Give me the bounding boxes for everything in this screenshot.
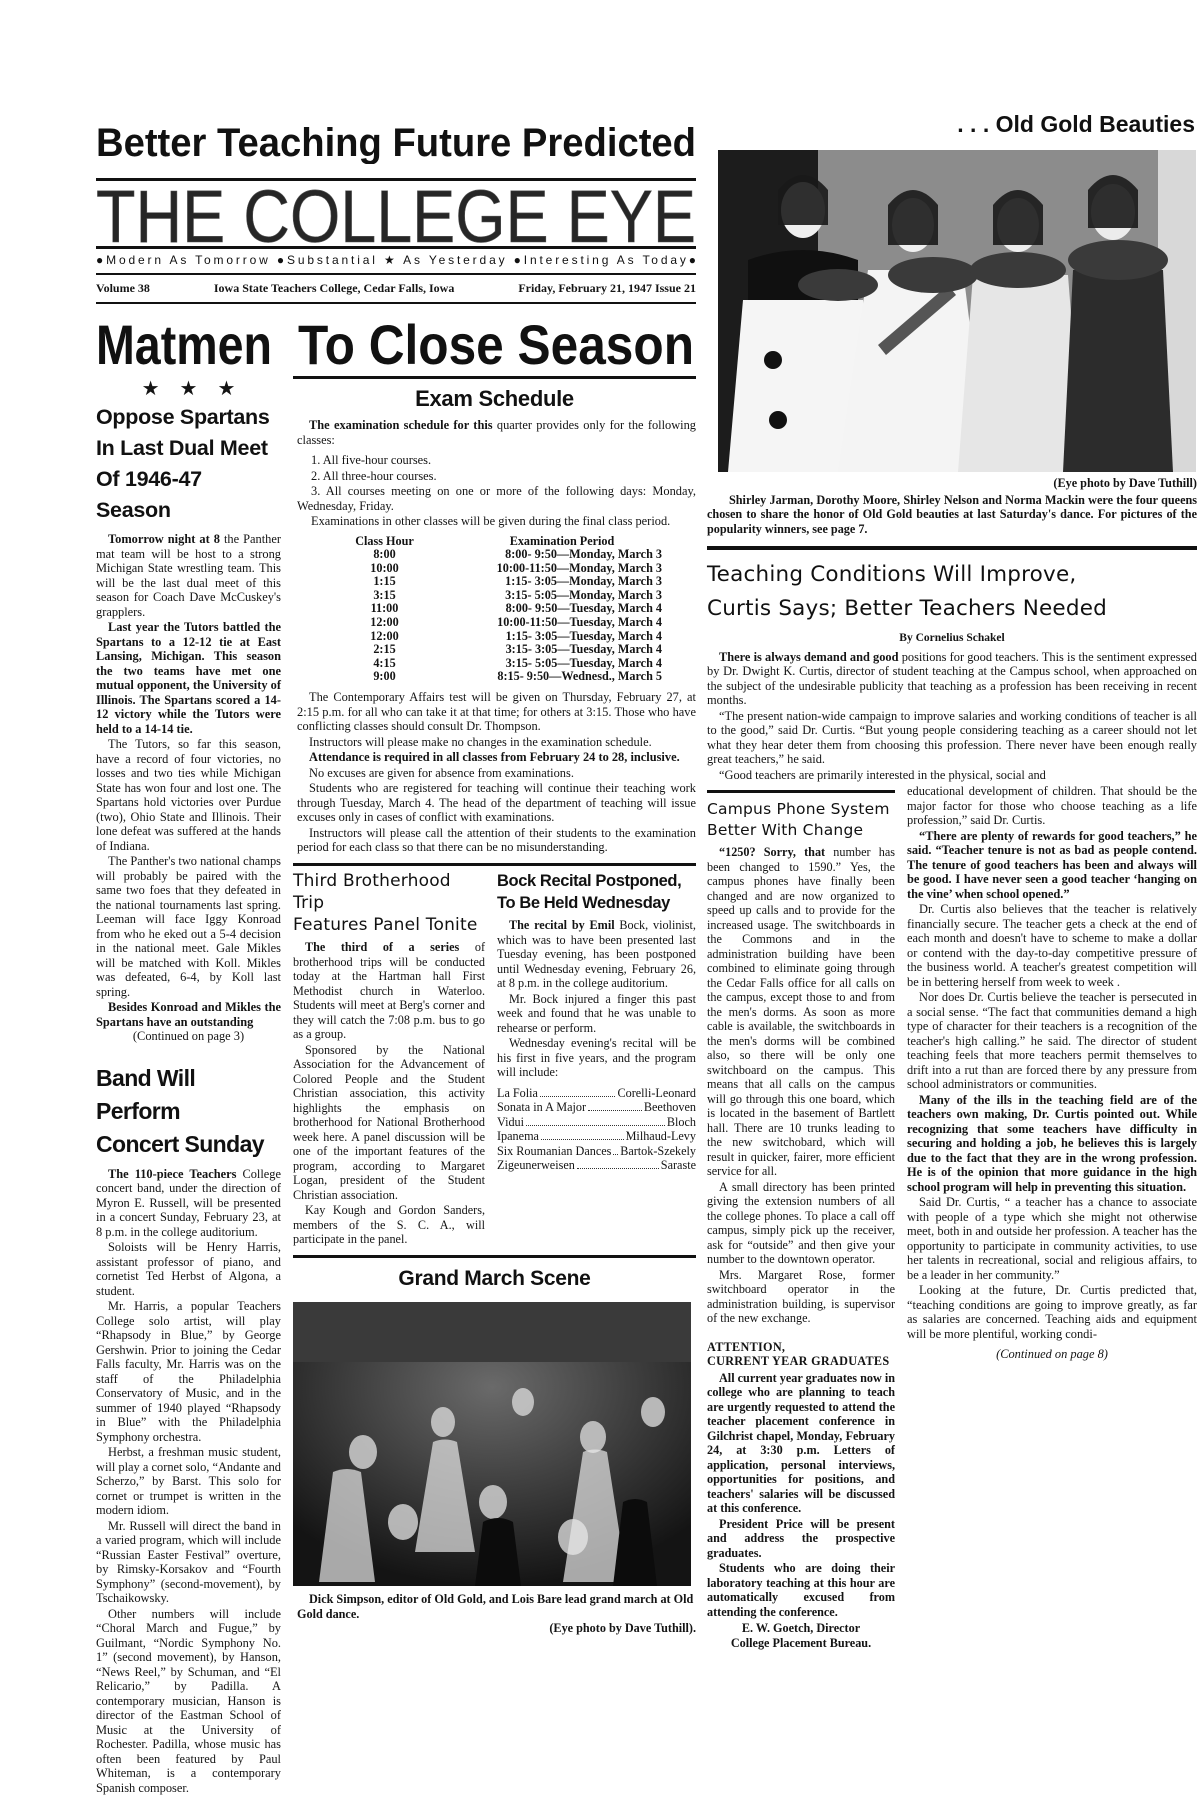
composer: Corelli-Leonard bbox=[617, 1086, 696, 1101]
paragraph bbox=[297, 469, 696, 484]
exam-heading: Exam Schedule bbox=[293, 384, 696, 414]
paragraph bbox=[297, 514, 696, 529]
teaching-column-body bbox=[907, 784, 1197, 1341]
grand-march-caption bbox=[293, 1592, 696, 1636]
paragraph-text: Mr. Harris, a popular Teachers College solo artist, will play “Rhapsody in Blue,” by George Gershwin. Prior to joining the Cedar Falls faculty, Mr. Harris was on the staff of the Philadelphia Conservatory of Music, and in the summer of 1940 played “Rhapsody in Blue” with the Philadelphia Symphony orchestra. bbox=[96, 1299, 281, 1444]
bock-body-wrap bbox=[497, 918, 696, 1173]
program-item bbox=[497, 1158, 696, 1173]
paragraph bbox=[297, 690, 696, 734]
paragraph-text: College concert band, under the direction of Myron E. Russell, will be presented in a concert Sunday, February 23, at 8 p.m. in the college auditorium. bbox=[96, 1167, 281, 1239]
heading-line: Oppose Spartans bbox=[96, 402, 281, 433]
exam-list bbox=[297, 453, 696, 529]
teaching-article-body bbox=[707, 650, 1197, 783]
old-gold-beauties-photo bbox=[718, 150, 1196, 472]
heading-line: Bock Recital Postponed, bbox=[497, 870, 696, 892]
attention-heading bbox=[707, 1340, 895, 1369]
paragraph-text: educational development of children. That should be the major factor for those who choose teaching as a life profession,” said Dr. Curtis. bbox=[907, 784, 1197, 827]
program-item bbox=[497, 1115, 696, 1130]
table-row bbox=[337, 657, 662, 671]
paragraph-text: The Panther's two national champs will probably be paired with the same two foes that they defeated in the national tournaments last spring. Leeman will face Iggy Konroad from who he eked out a 5-4 decision in the national meet. Gale Mikles will be matched with Koll. Mikles was defeated, 6-4, by Koll last spring. bbox=[96, 854, 281, 999]
paragraph bbox=[707, 709, 1197, 767]
volume-number: Volume 38 bbox=[96, 280, 150, 296]
paragraph bbox=[907, 784, 1197, 828]
band-article-body bbox=[96, 1167, 281, 1795]
piece-title: Vidui bbox=[497, 1115, 524, 1130]
caption-text: Dick Simpson, editor of Old Gold, and Lois Bare lead grand march at Old Gold dance. bbox=[297, 1592, 696, 1621]
photo-credit: (Eye photo by Dave Tuthill) bbox=[707, 476, 1197, 491]
date-issue: Friday, February 21, 1947 Issue 21 bbox=[518, 280, 696, 296]
heading-line: To Be Held Wednesday bbox=[497, 892, 696, 914]
teaching-heading bbox=[707, 558, 1197, 626]
paragraph bbox=[293, 940, 485, 1042]
paragraph bbox=[297, 781, 696, 825]
lead-in: Besides Konroad and Mikles the Spartans have an outstanding bbox=[96, 1000, 281, 1029]
paragraph-text: 2. All three-hour courses. bbox=[311, 469, 437, 483]
class-hour: 1:15 bbox=[337, 575, 462, 589]
composer: Saraste bbox=[661, 1158, 696, 1173]
class-hour: 12:00 bbox=[337, 630, 462, 644]
paragraph bbox=[907, 1093, 1197, 1195]
slogan-text: ●Modern As Tomorrow ●Substantial ★ As Yesterday ●Interesting As Today● bbox=[96, 253, 696, 267]
bock-body bbox=[497, 918, 696, 1080]
paragraph bbox=[297, 766, 696, 781]
dot-leader bbox=[613, 1154, 618, 1155]
table-row bbox=[337, 575, 662, 589]
lead-in: Tomorrow night at 8 bbox=[108, 532, 220, 546]
paragraph bbox=[96, 1240, 281, 1298]
rule bbox=[293, 863, 696, 867]
beauties-caption: Shirley Jarman, Dorothy Moore, Shirley Nelson and Norma Mackin were the four queens chosen to share the honor of Old Gold beauties at last Saturday's dance. For pictures of the popularity winners, see page 7. bbox=[707, 493, 1197, 537]
dot-leader bbox=[588, 1110, 642, 1111]
lead-in: The 110-piece Teachers bbox=[108, 1167, 236, 1181]
paragraph bbox=[96, 854, 281, 999]
table-row bbox=[337, 643, 662, 657]
left-column bbox=[96, 378, 281, 1795]
bock-heading bbox=[497, 870, 696, 914]
phone-article-body bbox=[707, 845, 895, 1326]
class-hour: 4:15 bbox=[337, 657, 462, 671]
exam-period: 1:15- 3:05—Tuesday, March 4 bbox=[462, 630, 662, 644]
lead-in: “1250? Sorry, that bbox=[719, 845, 825, 859]
rule bbox=[96, 302, 696, 304]
paragraph bbox=[907, 902, 1197, 989]
right-left-subcolumn bbox=[707, 784, 895, 1650]
paragraph bbox=[96, 532, 281, 619]
paragraph bbox=[707, 1371, 895, 1516]
paragraph-text: Mr. Bock injured a finger this past week and found that he was unable to rehearse or perform. bbox=[497, 992, 696, 1035]
crowd-image bbox=[293, 1302, 691, 1586]
piece-title: La Folia bbox=[497, 1086, 538, 1101]
heading-line: Better With Change bbox=[707, 820, 895, 841]
paragraph-text: Students who are registered for teaching will continue their teaching work through Tuesday, March 4. The head of the department of teaching will issue excuses only in cases of conflict with examinations. bbox=[297, 781, 696, 824]
table-row bbox=[337, 589, 662, 603]
lead-in: The recital by Emil bbox=[509, 918, 615, 932]
rule bbox=[707, 790, 895, 793]
paragraph-text: Dr. Curtis also believes that the teacher is relatively financially secure. The teacher gets a check at the end of each month and doesn't have to scheme to make a dollar or contend with the day-to-day competitive pressure of the business world. A teacher's greatest competition will be in bettering herself from week to week . bbox=[907, 902, 1197, 989]
continued-link[interactable]: (Continued on page 3) bbox=[96, 1029, 281, 1044]
banner-headline bbox=[94, 310, 700, 372]
paragraph-text: “Good teachers are primarily interested in the physical, social and bbox=[719, 768, 1046, 782]
paragraph bbox=[297, 453, 696, 468]
rule bbox=[96, 273, 696, 275]
exam-period: 10:00-11:50—Monday, March 3 bbox=[462, 562, 662, 576]
band-heading bbox=[96, 1062, 281, 1161]
exam-period: 8:00- 9:50—Monday, March 3 bbox=[462, 548, 662, 562]
center-column bbox=[293, 384, 696, 1636]
paragraph-text: Mrs. Margaret Rose, former switchboard operator in the administration building, is supervisor of the new exchange. bbox=[707, 1268, 895, 1326]
class-hour: 9:00 bbox=[337, 670, 462, 684]
paragraph bbox=[96, 1000, 281, 1029]
paragraph bbox=[707, 768, 1197, 783]
paragraph bbox=[707, 1561, 895, 1619]
top-headline-text: Better Teaching Future Predicted bbox=[96, 121, 696, 164]
paragraph bbox=[96, 620, 281, 736]
masthead bbox=[94, 182, 700, 246]
paragraph bbox=[707, 1268, 895, 1326]
masthead-slogan bbox=[94, 249, 700, 269]
paragraph-text: Examinations in other classes will be given during the final class period. bbox=[311, 514, 670, 528]
class-hour: 3:15 bbox=[337, 589, 462, 603]
paragraph-text: Nor does Dr. Curtis believe the teacher is persecuted in a social sense. “The fact that communities demand a high type of character for their teachers is a recognition of the teacher's high calling.” he said. The director of student teaching feels that more teachers permit themselves to drift into a rut than are forced there by any pressure from school administrators or communities. bbox=[907, 990, 1197, 1091]
exam-period: 1:15- 3:05—Monday, March 3 bbox=[462, 575, 662, 589]
paragraph bbox=[497, 992, 696, 1036]
beauties-heading bbox=[707, 104, 1197, 140]
teaching-column bbox=[907, 784, 1197, 1362]
paragraph bbox=[96, 1299, 281, 1444]
paragraph-text: Soloists will be Henry Harris, assistant professor of piano, and cornetist Ted Herbst of Algona, a student. bbox=[96, 1240, 281, 1298]
heading-line: CURRENT YEAR GRADUATES bbox=[707, 1354, 895, 1369]
rule bbox=[293, 1255, 696, 1259]
bock-article bbox=[497, 870, 696, 1173]
paragraph-text: Looking at the future, Dr. Curtis predicted that, “teaching conditions are going to improve greatly, as far as salaries are concerned. Teaching aids and equipment will be more plentiful, working condi- bbox=[907, 1283, 1197, 1341]
lead-in: Last year the Tutors battled the Spartans to a 12-12 tie at East Lansing, Michigan. This season the two teams have met one mutual opponent, the University of Illinois. The Spartans scored a 14-12 victory while the Tutors were held to a 14-14 tie. bbox=[96, 620, 281, 736]
photo-credit: (Eye photo by Dave Tuthill). bbox=[297, 1621, 696, 1636]
program-item bbox=[497, 1144, 696, 1159]
paragraph-text: number has been changed to 1590.” Yes, the campus phones have finally been changed and are now organized to speed up calls and to provide for the increased usage. The switchboards in the Commons and in the administration building have been combined to eliminate going through the Cedar Falls office for all calls on the campus, except those to and from the men's dorms. As soon as more cable is available, the switchboards in the men's dorms will be combined also, so there will be only one switchboard on the campus. This means that all calls on the campus will go through this one board, which is located in the basement of Bartlett hall. There are 10 trunks leading to the new switchobard, which will result in quicker, fairer, more efficient service for all. bbox=[707, 845, 895, 1178]
heading-line: In Last Dual Meet bbox=[96, 433, 281, 464]
table-row bbox=[337, 548, 662, 562]
paragraph bbox=[907, 1195, 1197, 1282]
paragraph-text: positions for good teachers. This is the sentiment expressed by Dr. Dwight K. Curtis, director of student teaching at the Campus school, when approached on the subject of the undesirable publicity that teaching as a profession has been receiving in recent months. bbox=[707, 650, 1197, 708]
grand-march-photo bbox=[293, 1302, 691, 1586]
exam-period: 3:15- 5:05—Monday, March 3 bbox=[462, 589, 662, 603]
lead-in: President Price will be present and address the prospective graduates. bbox=[707, 1517, 895, 1560]
paragraph-text: of brotherhood trips will be conducted today at the Hartman hall First Methodist church in Waterloo. Students will meet at Berg's corner and they will catch the 7:08 p.m. bus to go as a group. bbox=[293, 940, 485, 1041]
class-hour: 8:00 bbox=[337, 548, 462, 562]
dot-leader bbox=[526, 1125, 665, 1126]
paragraph-text: the Panther mat team will be host to a strong Michigan State wrestling team. This will be the last dual meet of this season for Coach Dave McCuskey's grapplers. bbox=[96, 532, 281, 619]
paragraph bbox=[497, 918, 696, 991]
class-hour: 11:00 bbox=[337, 602, 462, 616]
paragraph-text: quarter provides only for the following classes: bbox=[297, 418, 696, 447]
paragraph-text: 3. All courses meeting on one or more of the following days: Monday, Wednesday, Friday. bbox=[297, 484, 696, 513]
lead-in: Attendance is required in all classes from February 24 to 28, inclusive. bbox=[309, 750, 680, 764]
phone-heading bbox=[707, 799, 895, 841]
continued-link[interactable]: (Continued on page 8) bbox=[907, 1347, 1197, 1362]
paragraph-text: “The present nation-wide campaign to improve salaries and working conditions of teacher is all to the good,” said Dr. Curtis. “But young people considering teaching as a career should not let what they hear deter them from choosing this profession. There never have been enough really great teachers,” he said. bbox=[707, 709, 1197, 767]
banner-left: Matmen bbox=[96, 313, 272, 372]
lead-in: “There are plenty of rewards for good teachers,” he said. “Teacher tenure is not as bad as people contend. The tenure of good teachers has been and always will be good. I have never seen a good teacher ‘hanging on the vine’ when school opened.” bbox=[907, 829, 1197, 901]
paragraph bbox=[297, 826, 696, 855]
paragraph bbox=[96, 1167, 281, 1240]
exam-period: 3:15- 5:05—Tuesday, March 4 bbox=[462, 657, 662, 671]
dot-leader bbox=[540, 1096, 616, 1097]
paragraph bbox=[707, 1517, 895, 1561]
piece-title: Six Roumanian Dances bbox=[497, 1144, 611, 1159]
program-item bbox=[497, 1100, 696, 1115]
paragraph bbox=[96, 1607, 281, 1795]
brotherhood-article-body bbox=[293, 940, 485, 1247]
composer: Bartok-Szekely bbox=[620, 1144, 696, 1159]
heading-line: Of 1946-47 Season bbox=[96, 464, 281, 526]
lead-in: The examination schedule for this bbox=[309, 418, 493, 432]
lead-in: All current year graduates now in college who are planning to teach are urgently requested to attend the teacher placement conference in Gilchrist chapel, Monday, February 24, at 3:30 p.m. Letters of application, personal interviews, opportunities for positions, and teachers' salaries will be discussed at this conference. bbox=[707, 1371, 895, 1516]
signature-title: College Placement Bureau. bbox=[707, 1636, 895, 1651]
paragraph bbox=[297, 735, 696, 750]
paragraph-text: Instructors will please make no changes in the examination schedule. bbox=[309, 735, 652, 749]
paragraph bbox=[293, 1203, 485, 1247]
paragraph bbox=[907, 829, 1197, 902]
table-row bbox=[337, 602, 662, 616]
table-row bbox=[337, 630, 662, 644]
paragraph-text: Instructors will please call the attention of their students to the examination period for each class so that there can be no misunderstanding. bbox=[297, 826, 696, 855]
paragraph-text: The Contemporary Affairs test will be given on Thursday, February 27, at 2:15 p.m. for all who can take it at that time; for others at 3:15. Those who have conflicting classes should consult Dr. Thompson. bbox=[297, 690, 696, 733]
piece-title: Sonata in A Major bbox=[497, 1100, 586, 1115]
paragraph bbox=[707, 845, 895, 1179]
paragraph-text: Sponsored by the National Association for the Advancement of Colored People and the Student Christian association, this activity highlights the emphasis on brotherhood for National Brotherhood week here. A panel discussion will be one of the important features of the program, according to Margaret Logan, president of the Student Christian association. bbox=[293, 1043, 485, 1202]
recital-program bbox=[497, 1086, 696, 1173]
right-column bbox=[707, 104, 1197, 1650]
paragraph bbox=[497, 1036, 696, 1080]
table-row bbox=[337, 670, 662, 684]
byline: By Cornelius Schakel bbox=[707, 630, 1197, 646]
heading-line: Concert Sunday bbox=[96, 1128, 281, 1161]
exam-period: 3:15- 3:05—Tuesday, March 4 bbox=[462, 643, 662, 657]
matmen-article-body bbox=[96, 532, 281, 1029]
lead-in: There is always demand and good bbox=[719, 650, 899, 664]
class-hour: 2:15 bbox=[337, 643, 462, 657]
composer: Beethoven bbox=[644, 1100, 696, 1115]
right-lower-row bbox=[707, 784, 1197, 1650]
institution: Iowa State Teachers College, Cedar Falls, Iowa bbox=[214, 280, 454, 296]
banner-right: To Close Season bbox=[298, 313, 694, 372]
paragraph bbox=[297, 750, 696, 765]
paragraph-text: Kay Kough and Gordon Sanders, members of the S. C. A., will participate in the panel. bbox=[293, 1203, 485, 1246]
heading-line: Teaching Conditions Will Improve, bbox=[707, 558, 1197, 592]
paragraph bbox=[907, 1283, 1197, 1341]
paragraph bbox=[96, 737, 281, 853]
paragraph-text: Herbst, a freshman music student, will play a cornet solo, “Andante and Scherzo,” by Barst. This solo for cornet or trumpet is written in the modern idiom. bbox=[96, 1445, 281, 1517]
heading-line: Features Panel Tonite bbox=[293, 914, 485, 936]
matmen-subheading bbox=[96, 402, 281, 526]
column-header: Examination Period bbox=[462, 535, 662, 549]
beauties-image bbox=[718, 150, 1196, 472]
class-hour: 12:00 bbox=[337, 616, 462, 630]
program-item bbox=[497, 1129, 696, 1144]
attention-body bbox=[707, 1371, 895, 1620]
masthead-rule-top bbox=[96, 178, 696, 181]
lead-in: Students who are doing their laboratory teaching at this hour are automatically excused from attending the conference. bbox=[707, 1561, 895, 1619]
paragraph bbox=[907, 990, 1197, 1092]
piece-title: Ipanema bbox=[497, 1129, 539, 1144]
exam-rows bbox=[337, 548, 662, 684]
exam-period: 8:00- 9:50—Tuesday, March 4 bbox=[462, 602, 662, 616]
heading-line: Third Brotherhood Trip bbox=[293, 870, 485, 914]
top-headline bbox=[94, 112, 700, 164]
table-row bbox=[337, 562, 662, 576]
composer: Milhaud-Levy bbox=[626, 1129, 696, 1144]
dot-leader bbox=[541, 1139, 624, 1140]
heading-line: ATTENTION, bbox=[707, 1340, 895, 1355]
beauties-heading-text: . . . Old Gold Beauties bbox=[957, 111, 1195, 137]
paragraph bbox=[707, 650, 1197, 708]
rule bbox=[707, 546, 1197, 550]
paragraph-text: 1. All five-hour courses. bbox=[311, 453, 431, 467]
grand-march-heading: Grand March Scene bbox=[293, 1264, 696, 1294]
paragraph bbox=[707, 1180, 895, 1267]
heading-line: Curtis Says; Better Teachers Needed bbox=[707, 592, 1197, 626]
brotherhood-heading bbox=[293, 870, 485, 936]
exam-article bbox=[293, 418, 696, 855]
dot-leader bbox=[577, 1168, 659, 1169]
program-item bbox=[497, 1086, 696, 1101]
piece-title: Zigeunerweisen bbox=[497, 1158, 575, 1173]
brotherhood-article bbox=[293, 870, 485, 1247]
paragraph-text: No excuses are given for absence from examinations. bbox=[309, 766, 574, 780]
paragraph bbox=[297, 484, 696, 513]
table-row bbox=[337, 616, 662, 630]
signature-name: E. W. Goetch, Director bbox=[707, 1621, 895, 1636]
star-ornaments: ★ ★ ★ bbox=[96, 378, 281, 400]
composer: Bloch bbox=[667, 1115, 696, 1130]
exam-period: 8:15- 9:50—Wednesd., March 5 bbox=[462, 670, 662, 684]
paragraph bbox=[96, 1519, 281, 1606]
paragraph bbox=[293, 1043, 485, 1203]
exam-intro bbox=[297, 418, 696, 447]
paragraph-text: Wednesday evening's recital will be his first in five years, and the program will include: bbox=[497, 1036, 696, 1079]
paragraph-text: Mr. Russell will direct the band in a varied program, which will include “Russian Easter Festival” overture, by Rimsky-Korsakov and “Fourth Symphony” (second-movement), by Tschaikowsky. bbox=[96, 1519, 281, 1606]
exam-table bbox=[337, 535, 662, 685]
paragraph-text: Other numbers will include “Choral March and Fugue,” by Guilmant, “Nordic Symphony No. 1” (second movement), by Hanson, “News Reel,” by Schuman, and “El Relicario,” by Padilla. A contemporary musician, Hanson is director of the Eastman School of Music at the University of Rochester. Padilla, whose music has often been featured by Paul Whiteman, is a contemporary Spanish composer. bbox=[96, 1607, 281, 1795]
paragraph-text: Bock, violinist, which was to have been presented last Tuesday evening, has been postponed until Wednesday evening, February 26, at 8 p.m. in the college auditorium. bbox=[497, 918, 696, 990]
lead-in: Many of the ills in the teaching field are of the teachers own making, Dr. Curtis pointed out. While recognizing that some teachers have difficulty in securing and holding a job, he believes this is largely due to the fact that they are in the wrong profession. He is of the opinion that more guidance in the high school program will help in preventing this situation. bbox=[907, 1093, 1197, 1194]
exam-notes bbox=[297, 690, 696, 855]
exam-period: 10:00-11:50—Tuesday, March 4 bbox=[462, 616, 662, 630]
masthead-title: THE COLLEGE EYE bbox=[96, 182, 696, 246]
dateline bbox=[96, 280, 696, 296]
heading-line: Campus Phone System bbox=[707, 799, 895, 820]
paragraph-text: Said Dr. Curtis, “ a teacher has a chance to associate with people of a type which she might not otherwise meet, both in and outside her profession. A teacher has the opportunity to participate in community activities, to use her talents in recreational, social and religious affairs, to be a leader in her community.” bbox=[907, 1195, 1197, 1282]
lead-in: The third of a series bbox=[305, 940, 459, 954]
rule bbox=[293, 376, 696, 379]
class-hour: 10:00 bbox=[337, 562, 462, 576]
paragraph bbox=[96, 1445, 281, 1518]
paragraph bbox=[297, 418, 696, 447]
attention-article bbox=[707, 1371, 895, 1651]
center-lower-row bbox=[293, 870, 696, 1247]
column-header: Class Hour bbox=[337, 535, 462, 549]
paragraph-text: A small directory has been printed giving the extension numbers of all the college phones. To place a call off campus, simply pick up the receiver, ask for “outside” and then give your number to the downtown operator. bbox=[707, 1180, 895, 1267]
paragraph-text: The Tutors, so far this season, have a record of four victories, no losses and two ties while Michigan State has won four and lost one. The Spartans hold victories over Purdue (two), Ohio State and Illinois. Their lone defeat was suffered at the hands of Indiana. bbox=[96, 737, 281, 853]
heading-line: Band Will Perform bbox=[96, 1062, 281, 1128]
